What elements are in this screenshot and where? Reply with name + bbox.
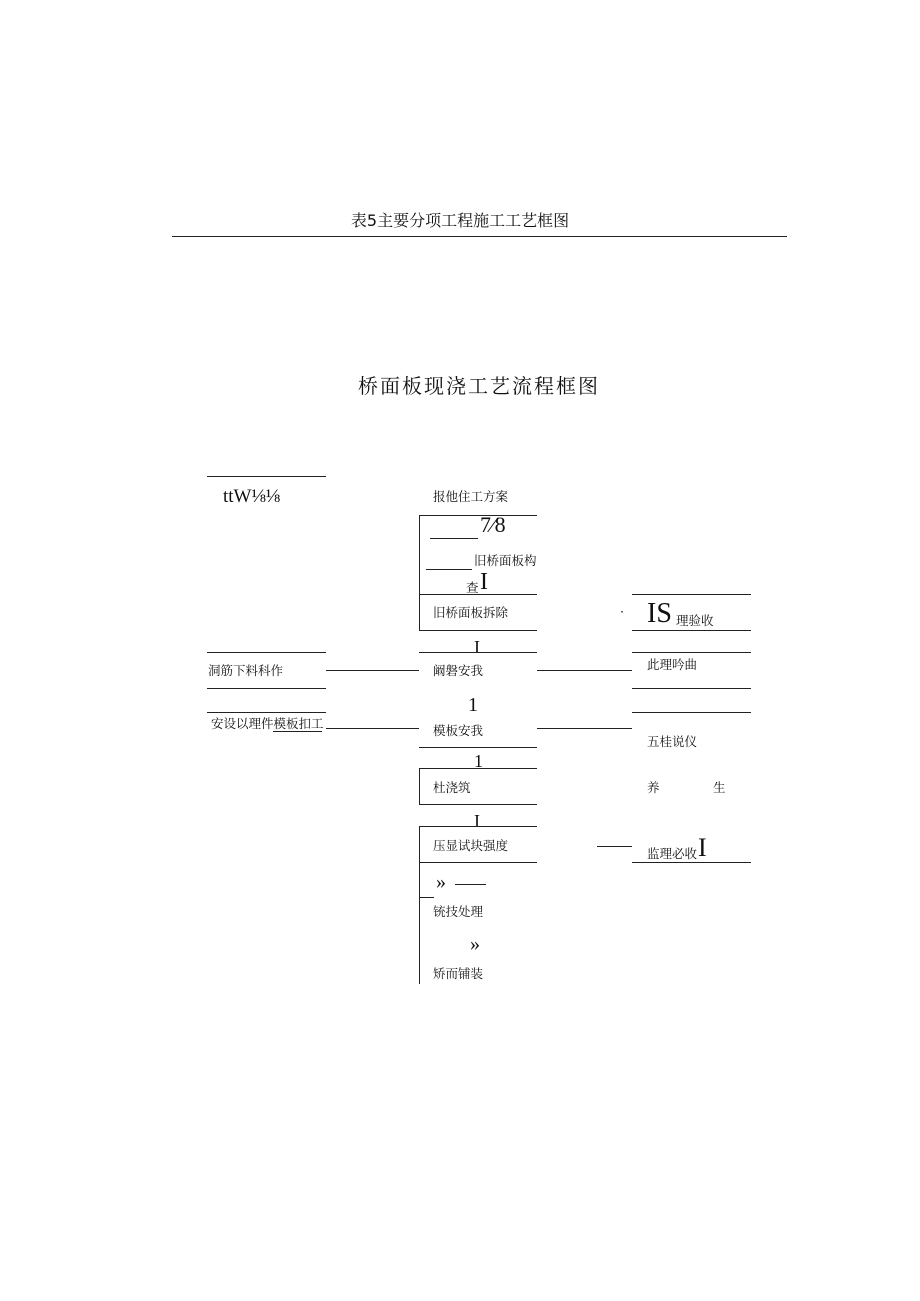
- connector-strength-to-right: [597, 846, 632, 847]
- connector-formwork-to-right: [537, 728, 632, 729]
- center-step-joint-treatment: 铳技处理: [433, 904, 484, 919]
- right-step-curing-a: 养: [647, 780, 660, 795]
- center-step-formwork-install: 模板安我: [433, 723, 484, 738]
- left-step-2-top: [207, 712, 326, 713]
- right-box-3-top: [632, 712, 751, 713]
- center-step-deck-paving: 矫而铺装: [433, 966, 484, 981]
- page-header: 表5主要分项工程施工工艺框图: [350, 211, 570, 230]
- center-step-old-deck-check: 旧桥面板构: [474, 553, 537, 568]
- center-glyph-i-1: I: [480, 569, 488, 595]
- center-step-old-deck-removal: 旧桥面板拆除: [433, 605, 509, 620]
- center-box-5-bottom: [419, 804, 537, 805]
- center-glyph-i-3: I: [474, 811, 480, 831]
- center-mark-rule-2: [426, 569, 472, 570]
- center-glyph-fraction: 7⁄8: [480, 512, 506, 537]
- diagram-title: 桥面板现浇工艺流程框图: [358, 374, 600, 398]
- right-box-last-bottom: [632, 862, 751, 863]
- left-step-2-underline: [273, 731, 322, 732]
- right-step-supervision-acceptance: 监理必收: [647, 846, 698, 861]
- center-glyph-1-b: 1: [474, 751, 483, 771]
- center-glyph-i-2: I: [474, 637, 480, 657]
- left-step-1-bottom: [207, 688, 326, 689]
- center-box-5-top: [419, 768, 537, 769]
- left-step-embedded-parts: 安设以理件模板扣工: [211, 716, 324, 731]
- right-step-supervision-check: 此理吟曲: [647, 657, 698, 672]
- center-step-plan: 报他住工方案: [433, 489, 509, 504]
- center-glyph-chevron-1: »: [436, 871, 446, 893]
- right-box-2-bottom: [632, 688, 751, 689]
- center-step-pouring: 杜浇筑: [433, 780, 471, 795]
- left-step-1-top: [207, 652, 326, 653]
- right-box-1-top: [632, 594, 751, 595]
- right-step-curing-b: 生: [713, 780, 726, 795]
- center-step-rebar-install: 阚磐安我: [433, 663, 484, 678]
- center-box-2-top: [419, 594, 537, 595]
- center-box-6-bottom: [419, 862, 537, 863]
- center-box-1-top: [419, 515, 537, 516]
- center-box-4-bottom: [419, 747, 537, 748]
- center-step-cube-strength: 压显试块强度: [433, 838, 509, 853]
- center-box-2-bottom: [419, 630, 537, 631]
- center-spine-upper: [419, 515, 420, 631]
- center-tick: [419, 897, 434, 898]
- center-step-inspect: 查: [466, 580, 479, 595]
- center-spine-lower: [419, 826, 420, 984]
- right-step-inspection: 五桂说仪: [647, 734, 698, 749]
- connector-embedded-to-center: [326, 728, 419, 729]
- right-glyph-i: I: [698, 833, 707, 862]
- center-mark-rule-1: [430, 538, 478, 539]
- center-box-5-left: [419, 768, 420, 804]
- right-dot: ·: [620, 604, 624, 619]
- right-glyph-is: IS: [647, 598, 672, 629]
- connector-rebar-to-center: [326, 670, 419, 671]
- right-box-1-bottom: [632, 630, 751, 631]
- right-step-acceptance: 理验收: [676, 613, 714, 628]
- center-box-6-top: [419, 826, 537, 827]
- header-rule: [172, 236, 787, 237]
- connector-rebar-to-right: [537, 670, 632, 671]
- left-step-rebar-cutting: 洞筋下料科作: [208, 663, 284, 678]
- center-glyph-1-a: 1: [468, 694, 478, 716]
- left-label-top-rule: [207, 476, 326, 477]
- left-column-label: ttW⅛⅛: [223, 486, 280, 507]
- center-box-3-top: [419, 652, 537, 653]
- center-glyph-chevron-2: »: [470, 933, 480, 955]
- right-box-2-top: [632, 652, 751, 653]
- center-chevron-rule: [455, 884, 486, 885]
